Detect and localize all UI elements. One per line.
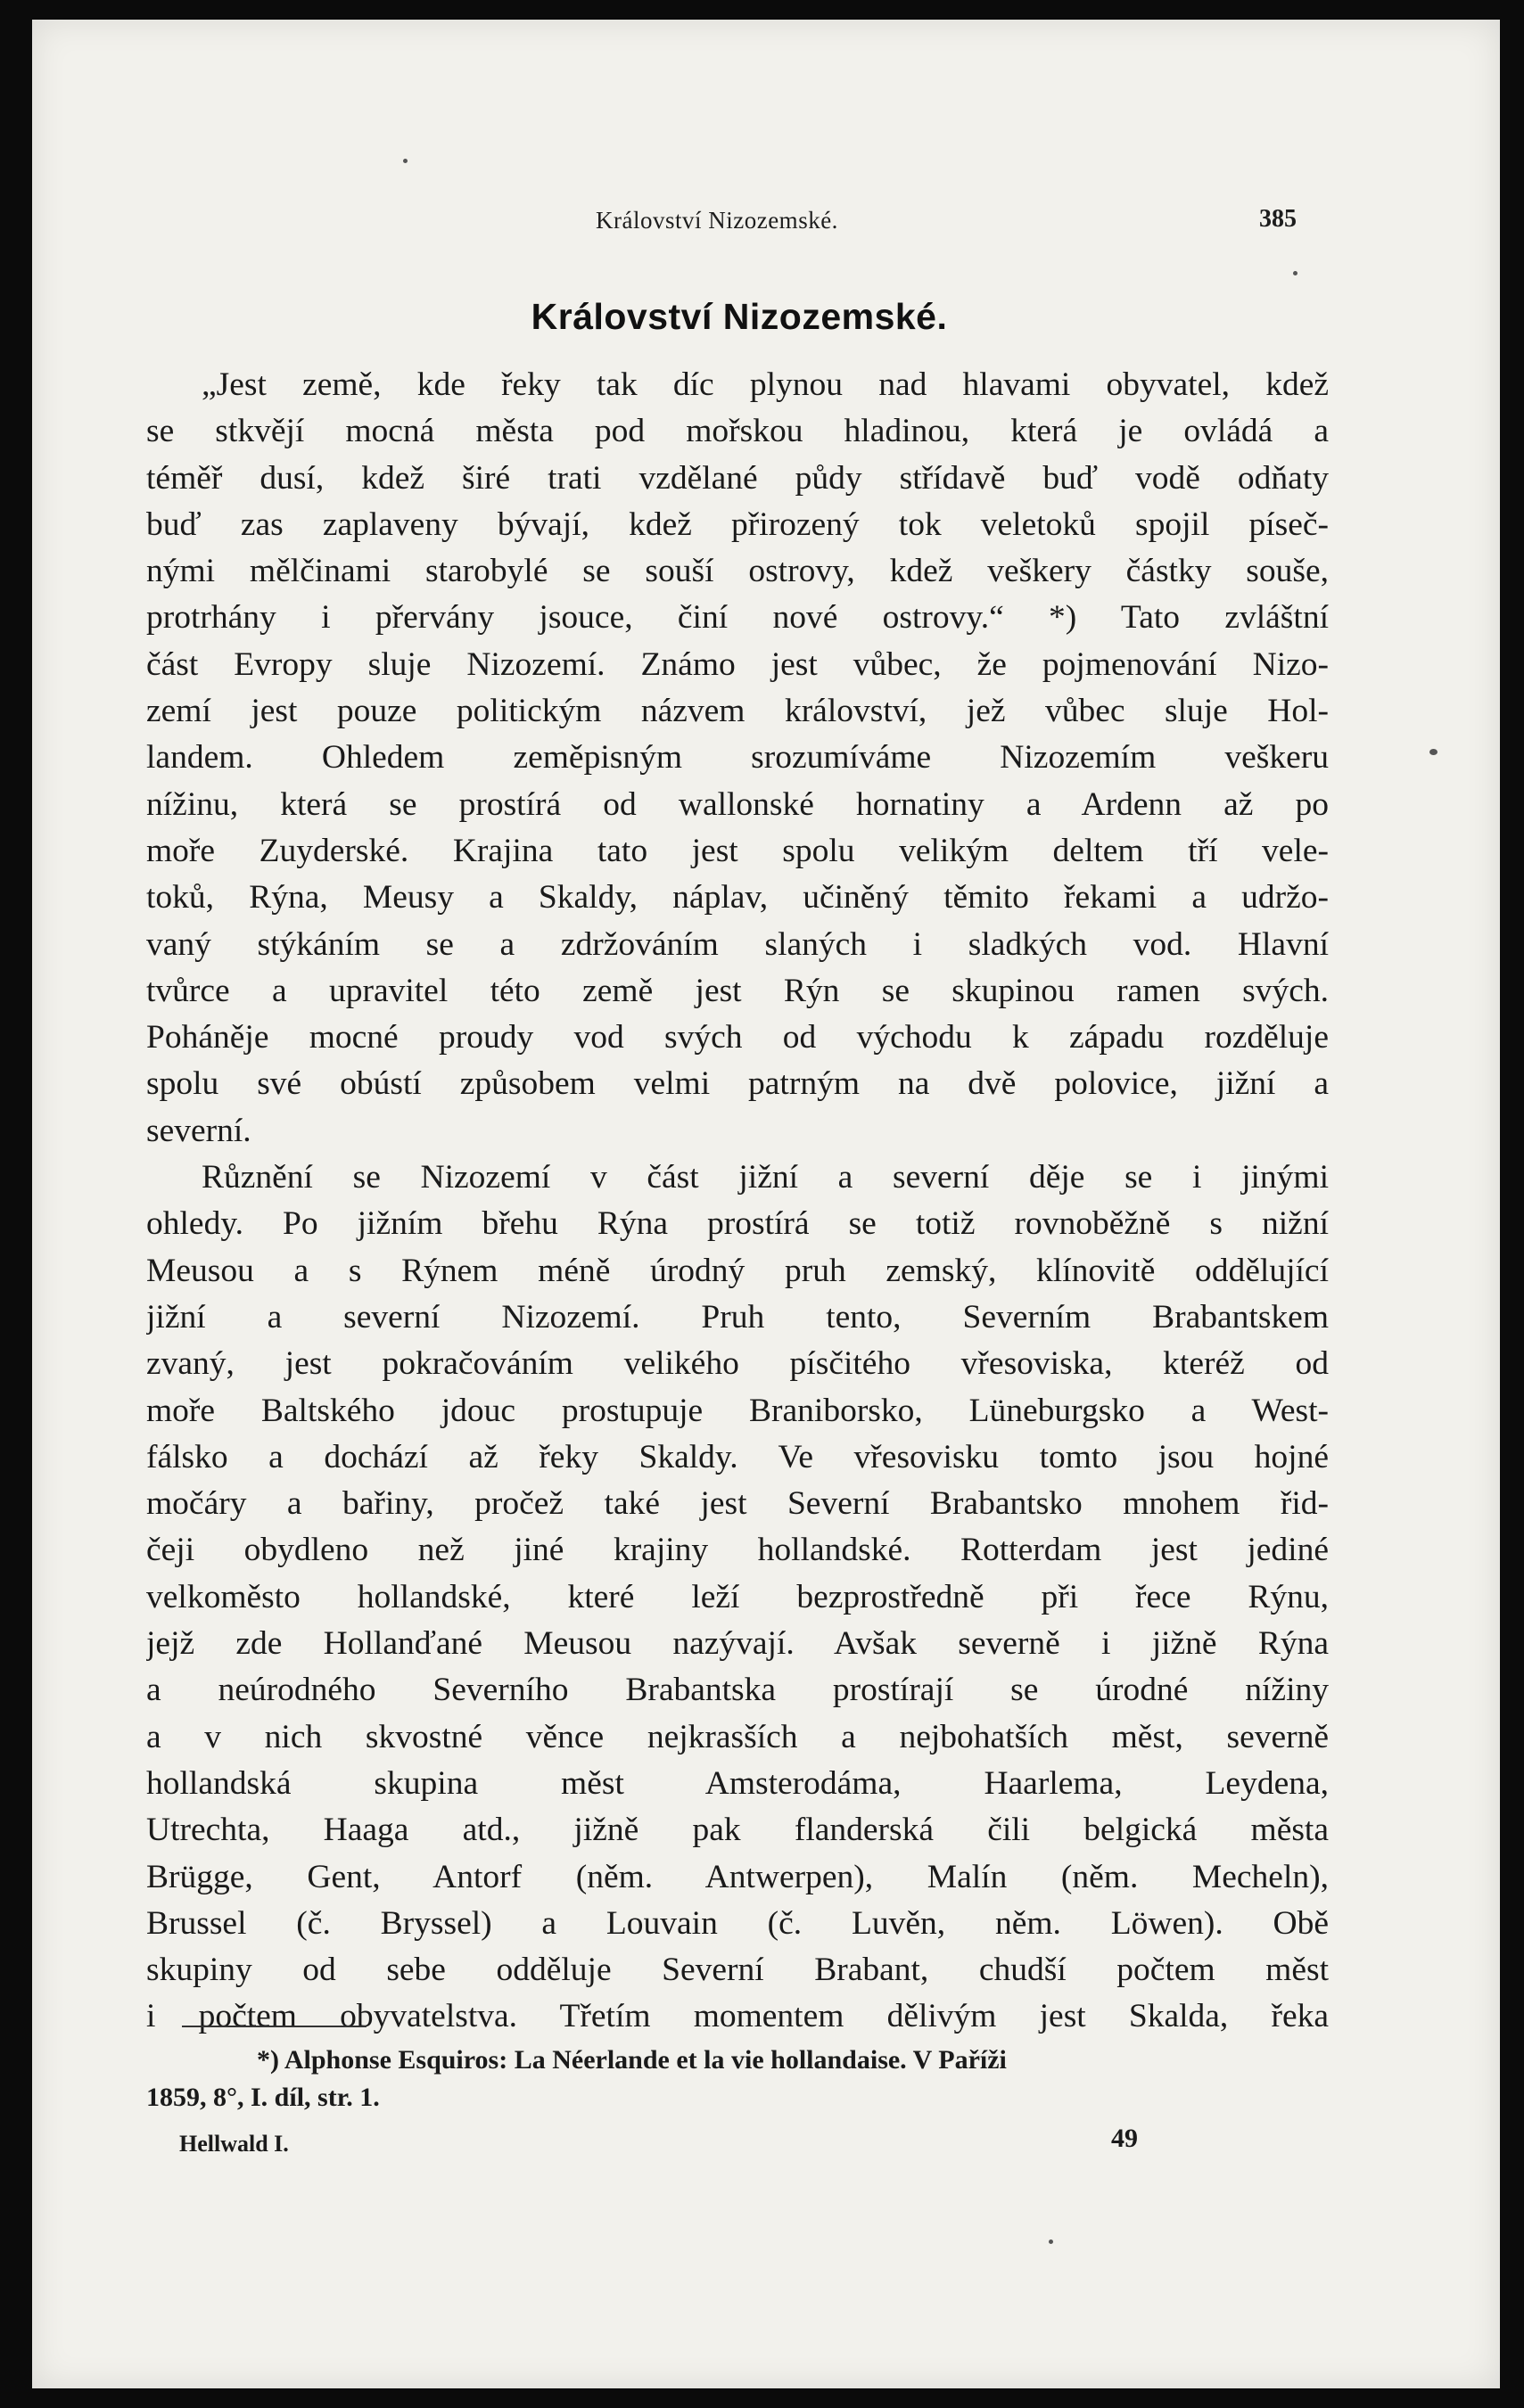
- text-line: toků, Rýna, Meusy a Skaldy, náplav, učiněný těmito řekami a udržo-: [146, 879, 1329, 916]
- text-line: Meusou a s Rýnem méně úrodný pruh zemský, klínovitě oddělující: [146, 1252, 1329, 1289]
- signature-number: 49: [1111, 2124, 1138, 2153]
- paper-speck: [1429, 749, 1438, 755]
- text-line: Utrechta, Haaga atd., jižně pak flanderská čili belgická města: [146, 1812, 1329, 1849]
- text-line: skupiny od sebe odděluje Severní Brabant, chudší počtem měst: [146, 1952, 1329, 1989]
- paper-speck: [1293, 271, 1297, 275]
- text-line: i počtem obyvatelstva. Třetím momentem dělivým jest Skalda, řeka: [146, 1998, 1329, 2035]
- text-line: jižní a severní Nizozemí. Pruh tento, Severním Brabantskem: [146, 1298, 1329, 1335]
- paper-speck: [403, 159, 408, 163]
- body-text: [146, 362, 1329, 2041]
- text-line: Brussel (č. Bryssel) a Louvain (č. Luvěn, něm. Löwen). Obě: [146, 1904, 1329, 1942]
- text-line: močáry a bařiny, pročež také jest Severní Brabantsko mnohem řid-: [146, 1485, 1329, 1523]
- text-line: fálsko a dochází až řeky Skaldy. Ve vřesovisku tomto jsou hojné: [146, 1438, 1329, 1475]
- text-line: a neúrodného Severního Brabantska prostírají se úrodné nížiny: [146, 1672, 1329, 1709]
- text-line: moře Zuyderské. Krajina tato jest spolu velikým deltem tří vele-: [146, 832, 1329, 869]
- text-line: spolu své obústí způsobem velmi patrným na dvě polovice, jižní a: [146, 1065, 1329, 1103]
- text-line: severní.: [146, 1112, 251, 1149]
- text-line: tvůrce a upravitel této země jest Rýn se skupinou ramen svých.: [146, 972, 1329, 1009]
- text-line: Poháněje mocné proudy vod svých od východu k západu rozděluje: [146, 1019, 1329, 1056]
- text-line: téměř dusí, kdež širé trati vzdělané půdy střídavě buď vodě odňaty: [146, 459, 1329, 497]
- text-line: Různění se Nizozemí v část jižní a severní děje se i jinými: [202, 1159, 1329, 1196]
- text-line: moře Baltského jdouc prostupuje Braniborsko, Lüneburgsko a West-: [146, 1392, 1329, 1429]
- text-line: velkoměsto hollandské, které leží bezprostředně při řece Rýnu,: [146, 1578, 1329, 1615]
- text-line: zemí jest pouze politickým názvem království, jež vůbec sluje Hol-: [146, 693, 1329, 730]
- text-line: hollandská skupina měst Amsterodáma, Haarlema, Leydena,: [146, 1764, 1329, 1802]
- text-line: nými mělčinami starobylé se souší ostrovy, kdež veškery částky souše,: [146, 553, 1329, 590]
- page-number: 385: [1259, 205, 1297, 233]
- text-line: zvaný, jest pokračováním velikého písčitého vřesoviska, kteréž od: [146, 1345, 1329, 1383]
- text-line: protrhány i přervány jsouce, činí nové ostrovy.“ *) Tato zvláštní: [146, 599, 1329, 637]
- text-line: a v nich skvostné věnce nejkrasších a nejbohatších měst, severně: [146, 1718, 1329, 1755]
- book-page: [32, 20, 1500, 2388]
- footnote: [146, 2042, 1329, 2116]
- footnote-line: 1859, 8°, I. díl, str. 1.: [146, 2083, 380, 2112]
- text-line: jejž zde Hollanďané Meusou nazývají. Avšak severně i jižně Rýna: [146, 1625, 1329, 1663]
- printer-signature: Hellwald I.: [179, 2131, 289, 2157]
- paper-speck: [1049, 2240, 1053, 2244]
- text-line: ohledy. Po jižním břehu Rýna prostírá se totiž rovnoběžně s nižní: [146, 1205, 1329, 1243]
- text-line: čeji obydleno než jiné krajiny hollandské. Rotterdam jest jediné: [146, 1532, 1329, 1569]
- text-line: nížinu, která se prostírá od wallonské hornatiny a Ardenn až po: [146, 785, 1329, 823]
- footnote-rule: [182, 2026, 367, 2027]
- text-line: část Evropy sluje Nizozemí. Známo jest vůbec, že pojmenování Nizo-: [146, 645, 1329, 683]
- text-line: Brügge, Gent, Antorf (něm. Antwerpen), Malín (něm. Mecheln),: [146, 1858, 1329, 1895]
- chapter-title: Království Nizozemské.: [531, 296, 948, 337]
- footnote-line: *) Alphonse Esquiros: La Néerlande et la vie hollandaise. V Paříži: [257, 2045, 1007, 2075]
- text-line: „Jest země, kde řeky tak díc plynou nad hlavami obyvatel, kdež: [202, 366, 1329, 403]
- text-line: landem. Ohledem zeměpisným srozumíváme Nizozemím veškeru: [146, 739, 1329, 777]
- running-head: Království Nizozemské.: [596, 207, 838, 234]
- text-line: vaný stýkáním se a zdržováním slaných i sladkých vod. Hlavní: [146, 925, 1329, 963]
- text-line: buď zas zaplaveny bývají, kdež přirozený tok veletoků spojil píseč-: [146, 505, 1329, 543]
- text-line: se stkvějí mocná města pod mořskou hladinou, která je ovládá a: [146, 413, 1329, 450]
